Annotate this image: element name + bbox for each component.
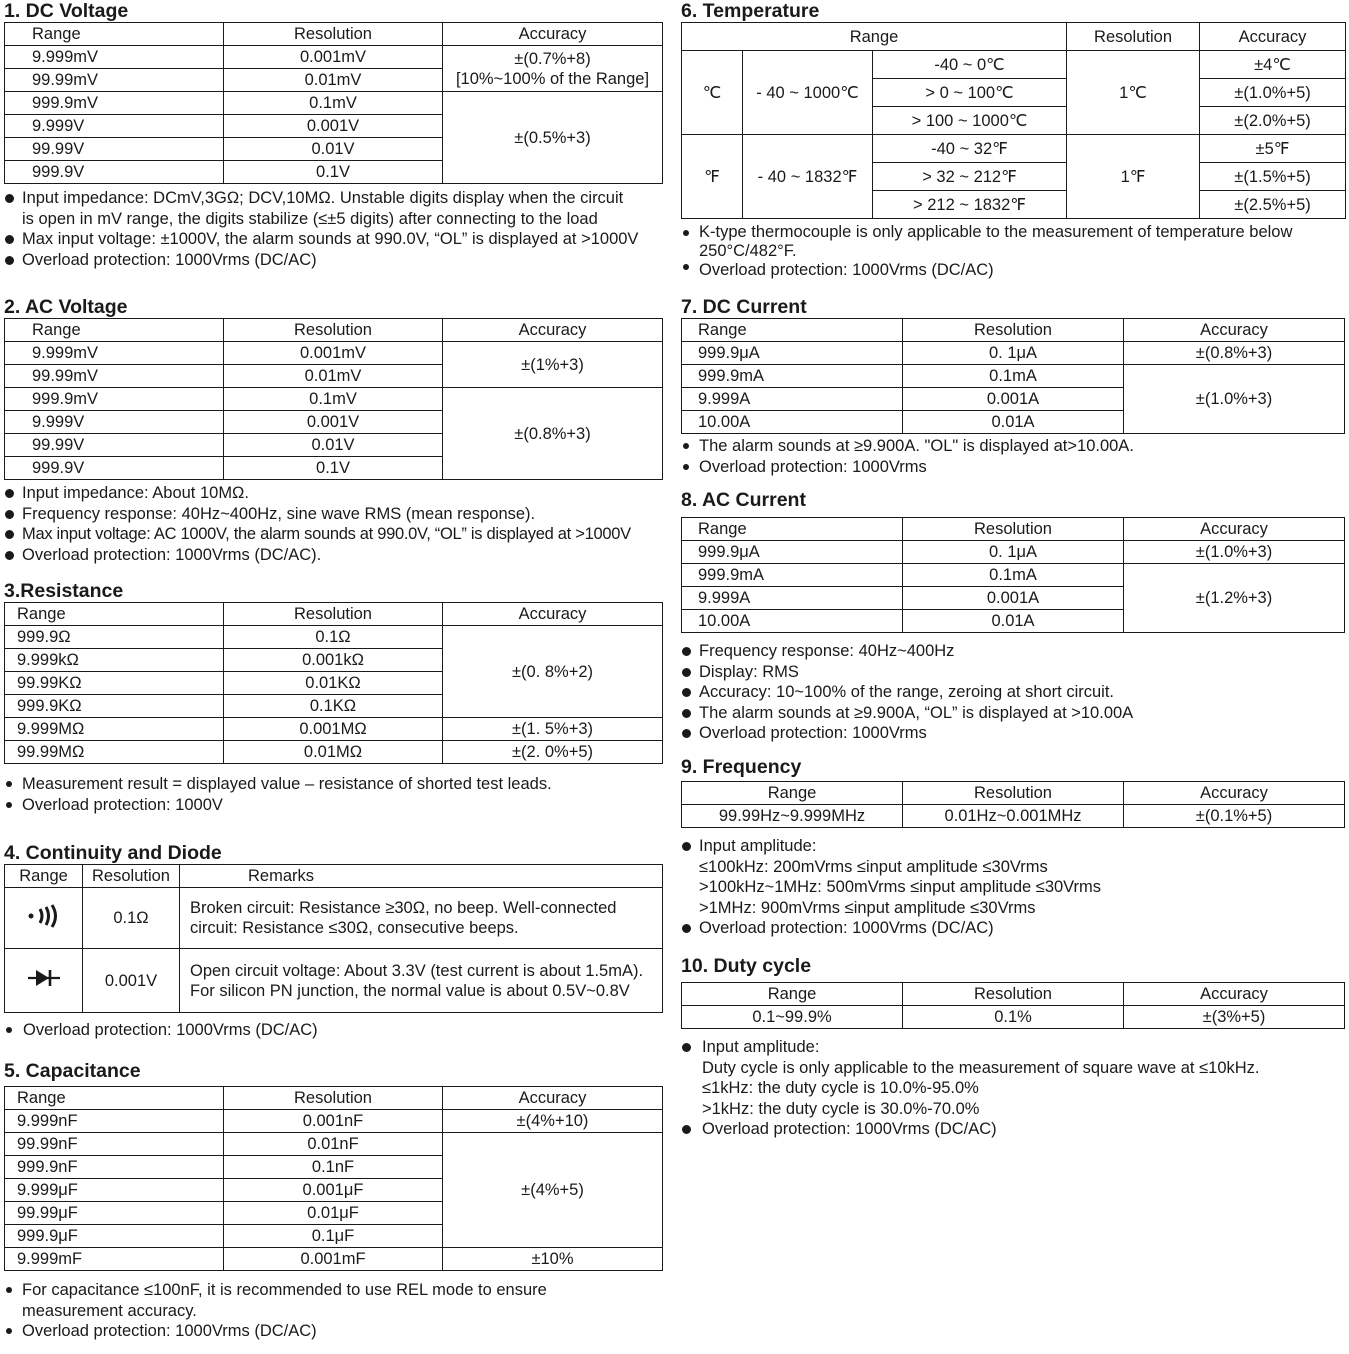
accuracy-cell: ±(4%+5) — [443, 1133, 663, 1248]
range-cell: 9.999MΩ — [5, 718, 224, 741]
header-resolution: Resolution — [224, 319, 443, 342]
note-continuation: Duty cycle is only applicable to the measurement of square wave at ≤10kHz. — [702, 1058, 1260, 1077]
resolution-cell: 0.1mV — [224, 92, 443, 115]
dc-voltage-table — [4, 22, 663, 184]
unit-cell: ℃ — [682, 51, 743, 135]
span-cell: - 40 ~ 1832℉ — [743, 135, 873, 219]
table-header-row — [682, 983, 1345, 1006]
note: Frequency response: 40Hz~400Hz — [681, 641, 1345, 662]
resolution-cell: 1℉ — [1067, 135, 1200, 219]
range-cell: > 32 ~ 212℉ — [873, 163, 1067, 191]
range-cell: 999.9Ω — [5, 626, 224, 649]
header-range: Range — [682, 319, 903, 342]
continuity-table — [4, 864, 663, 1013]
table-header-row — [5, 319, 663, 342]
table-row — [5, 388, 663, 411]
note: Overload protection: 1000Vrms (DC/AC) — [4, 250, 663, 271]
note: Frequency response: 40Hz~400Hz, sine wave RMS (mean response). — [4, 504, 663, 525]
table-header-row — [5, 603, 663, 626]
capacitance-section — [4, 1060, 663, 1342]
note: Display: RMS — [681, 662, 1345, 683]
table-header-row — [682, 518, 1345, 541]
accuracy-cell: ±(0.8%+3) — [443, 388, 663, 480]
range-cell: 999.9mV — [5, 92, 224, 115]
header-resolution: Resolution — [224, 603, 443, 626]
note: Accuracy: 10~100% of the range, zeroing at short circuit. — [681, 682, 1345, 703]
range-cell: 9.999mV — [5, 342, 224, 365]
accuracy-cell: ±(0.5%+3) — [443, 92, 663, 184]
range-cell: -40 ~ 0℃ — [873, 51, 1067, 79]
bullet-icon — [6, 781, 12, 787]
range-cell: 99.99nF — [5, 1133, 224, 1156]
table-row — [5, 1133, 663, 1156]
capacitance-table — [4, 1086, 663, 1271]
header-range: Range — [682, 983, 903, 1006]
resistance-section — [4, 580, 663, 815]
range-cell: 9.999V — [5, 411, 224, 434]
note: Overload protection: 1000Vrms (DC/AC) — [681, 261, 1346, 280]
accuracy-cell: ±(1%+3) — [443, 342, 663, 388]
range-cell: 9.999kΩ — [5, 649, 224, 672]
table-row — [5, 741, 663, 764]
table-row — [5, 1110, 663, 1133]
dc-voltage-section — [4, 0, 663, 270]
header-resolution: Resolution — [224, 23, 443, 46]
accuracy-cell: ±(0.1%+5) — [1124, 805, 1345, 828]
ac-current-table — [681, 517, 1345, 633]
range-cell: > 100 ~ 1000℃ — [873, 107, 1067, 135]
resolution-cell: 0.001mV — [224, 46, 443, 69]
table-row — [682, 135, 1346, 163]
duty-cycle-section — [681, 955, 1345, 1140]
resolution-cell: 0.1Ω — [224, 626, 443, 649]
range-cell: 10.00A — [682, 411, 903, 434]
bullet-icon — [5, 489, 14, 498]
resolution-cell: 0.1μF — [224, 1225, 443, 1248]
header-resolution: Resolution — [903, 518, 1124, 541]
resolution-cell: 0.1mV — [224, 388, 443, 411]
resolution-cell: 0.01Hz~0.001MHz — [903, 805, 1124, 828]
ac-current-section — [681, 489, 1345, 744]
dc-current-section — [681, 296, 1345, 477]
range-cell: 99.99KΩ — [5, 672, 224, 695]
resolution-cell: 0.1Ω — [83, 888, 180, 949]
note: Measurement result = displayed value – resistance of shorted test leads. — [4, 774, 663, 795]
section-title: 6. Temperature — [681, 0, 820, 22]
accuracy-cell: ±(0. 8%+2) — [443, 626, 663, 718]
notes-list — [4, 1020, 663, 1041]
resolution-cell: 0.1KΩ — [224, 695, 443, 718]
range-cell: 10.00A — [682, 610, 903, 633]
resolution-cell: 0.001kΩ — [224, 649, 443, 672]
bullet-icon — [682, 1043, 691, 1052]
range-cell: 99.99V — [5, 434, 224, 457]
note: Max input voltage: ±1000V, the alarm sounds at 990.0V, “OL” is displayed at >1000V — [4, 229, 663, 250]
accuracy-cell: ±(1. 5%+3) — [443, 718, 663, 741]
header-accuracy: Accuracy — [1124, 983, 1345, 1006]
resolution-cell: 0.01A — [903, 610, 1124, 633]
accuracy-cell: ±(2.5%+5) — [1200, 191, 1346, 219]
temperature-table — [681, 22, 1346, 219]
bullet-icon — [683, 230, 689, 236]
range-cell: 9.999mV — [5, 46, 224, 69]
bullet-icon — [5, 510, 14, 519]
resolution-cell: 0.01μF — [224, 1202, 443, 1225]
resolution-cell: 0.001mV — [224, 342, 443, 365]
ac-voltage-section — [4, 296, 663, 565]
accuracy-cell: ±(3%+5) — [1124, 1006, 1345, 1029]
header-range: Range — [5, 23, 224, 46]
bullet-icon — [6, 1287, 12, 1293]
note-continuation: ≤100kHz: 200mVrms ≤input amplitude ≤30Vrms — [699, 857, 1048, 876]
bullet-icon — [682, 842, 691, 851]
header-accuracy: Accuracy — [1200, 23, 1346, 51]
bullet-icon — [6, 1328, 12, 1334]
note: For capacitance ≤100nF, it is recommended to use REL mode to ensure — [4, 1280, 663, 1301]
note: Overload protection: 1000Vrms (DC/AC) — [4, 1020, 663, 1041]
range-cell: 99.99mV — [5, 365, 224, 388]
notes-list — [681, 836, 1345, 939]
table-row — [682, 541, 1345, 564]
range-cell: 9.999nF — [5, 1110, 224, 1133]
range-cell: 9.999A — [682, 587, 903, 610]
section-title: 1. DC Voltage — [4, 0, 129, 22]
note-continuation: >1MHz: 900mVrms ≤input amplitude ≤30Vrms — [699, 898, 1036, 917]
note: Overload protection: 1000V — [4, 795, 663, 816]
table-row — [5, 949, 663, 1013]
resolution-cell: 0.01V — [224, 138, 443, 161]
section-title: 10. Duty cycle — [681, 955, 812, 977]
range-cell: -40 ~ 32℉ — [873, 135, 1067, 163]
range-cell: 999.9V — [5, 457, 224, 480]
header-accuracy: Accuracy — [443, 603, 663, 626]
resolution-cell: 0. 1μA — [903, 342, 1124, 365]
resolution-cell: 0.01MΩ — [224, 741, 443, 764]
range-cell: 99.99MΩ — [5, 741, 224, 764]
range-cell: 999.9mV — [5, 388, 224, 411]
bullet-icon — [5, 551, 14, 560]
range-cell: 9.999mF — [5, 1248, 224, 1271]
resolution-cell: 0.001MΩ — [224, 718, 443, 741]
section-title: 2. AC Voltage — [4, 296, 128, 318]
diode-icon-cell — [5, 949, 83, 1013]
table-row — [5, 626, 663, 649]
accuracy-cell: ±(0.8%+3) — [1124, 342, 1345, 365]
resolution-cell: 0.01V — [224, 434, 443, 457]
range-cell: > 0 ~ 100℃ — [873, 79, 1067, 107]
resolution-cell: 0.01nF — [224, 1133, 443, 1156]
table-row — [5, 718, 663, 741]
range-cell: 999.9KΩ — [5, 695, 224, 718]
note: Max input voltage: AC 1000V, the alarm sounds at 990.0V, “OL” is displayed at >1000V — [4, 524, 663, 545]
table-header-row — [682, 319, 1345, 342]
header-accuracy: Accuracy — [443, 319, 663, 342]
bullet-icon — [682, 924, 691, 933]
note: Input impedance: About 10MΩ. — [4, 483, 663, 504]
bullet-icon — [683, 443, 689, 449]
continuity-section — [4, 842, 663, 1041]
table-header-row — [5, 865, 663, 888]
table-row — [5, 92, 663, 115]
bullet-icon — [5, 256, 14, 265]
resolution-cell: 0.001V — [224, 411, 443, 434]
range-cell: 99.99Hz~9.999MHz — [682, 805, 903, 828]
accuracy-line: ±(0.7%+8) — [514, 49, 591, 68]
header-resolution: Resolution — [903, 983, 1124, 1006]
resolution-cell: 0.1mA — [903, 564, 1124, 587]
section-title: 5. Capacitance — [4, 1060, 141, 1082]
bullet-icon — [682, 688, 691, 697]
accuracy-cell: ±(1.0%+5) — [1200, 79, 1346, 107]
notes-list — [4, 774, 663, 815]
resolution-cell: 0.001A — [903, 587, 1124, 610]
range-cell: 9.999V — [5, 115, 224, 138]
header-accuracy: Accuracy — [1124, 518, 1345, 541]
note-continuation: >1kHz: the duty cycle is 30.0%-70.0% — [702, 1099, 980, 1118]
bullet-icon — [682, 647, 691, 656]
header-resolution: Resolution — [1067, 23, 1200, 51]
note: Overload protection: 1000Vrms (DC/AC) — [681, 1119, 1345, 1140]
note-continuation: 250°C/482°F. — [699, 242, 797, 260]
remarks-cell: Broken circuit: Resistance ≥30Ω, no beep. Well-connected circuit: Resistance ≤30Ω, consecutive beeps. — [180, 888, 663, 949]
header-remarks: Remarks — [180, 865, 663, 888]
section-title: 9. Frequency — [681, 756, 802, 778]
header-range: Range — [682, 518, 903, 541]
table-row — [682, 365, 1345, 388]
bullet-icon — [682, 668, 691, 677]
resolution-cell: 0.001V — [83, 949, 180, 1013]
header-range: Range — [5, 1087, 224, 1110]
dc-current-table — [681, 318, 1345, 434]
frequency-section — [681, 756, 1345, 939]
resolution-cell: 0.001V — [224, 115, 443, 138]
bullet-icon — [682, 709, 691, 718]
note: Overload protection: 1000Vrms (DC/AC). — [4, 545, 663, 566]
bullet-icon — [5, 235, 14, 244]
range-cell: 99.99mV — [5, 69, 224, 92]
remarks-cell: Open circuit voltage: About 3.3V (test current is about 1.5mA). For silicon PN junction, the normal value is about 0.5V~0.8V — [180, 949, 663, 1013]
temperature-section — [681, 0, 1346, 280]
table-row — [682, 342, 1345, 365]
note-continuation: >100kHz~1MHz: 500mVrms ≤input amplitude ≤30Vrms — [699, 878, 1102, 896]
notes-list — [681, 223, 1346, 280]
bullet-icon — [6, 1027, 12, 1033]
header-accuracy: Accuracy — [1124, 782, 1345, 805]
note: Input impedance: DCmV,3GΩ; DCV,10MΩ. Unstable digits display when the circuit — [4, 188, 663, 209]
range-cell: 999.9μA — [682, 541, 903, 564]
accuracy-line: [10%~100% of the Range] — [455, 69, 650, 88]
resolution-cell: 0.001A — [903, 388, 1124, 411]
note-continuation: measurement accuracy. — [22, 1301, 197, 1320]
note: Overload protection: 1000Vrms (DC/AC) — [4, 1321, 663, 1342]
range-cell: 999.9nF — [5, 1156, 224, 1179]
note: Input amplitude: — [681, 836, 1345, 857]
resolution-cell: 1℃ — [1067, 51, 1200, 135]
resolution-cell: 0.1V — [224, 457, 443, 480]
table-row — [682, 1006, 1345, 1029]
bullet-icon — [5, 530, 14, 539]
range-cell: 0.1~99.9% — [682, 1006, 903, 1029]
span-cell: - 40 ~ 1000℃ — [743, 51, 873, 135]
unit-cell: ℉ — [682, 135, 743, 219]
resolution-cell: 0.001μF — [224, 1179, 443, 1202]
note: The alarm sounds at ≥9.900A. "OL" is displayed at>10.00A. — [681, 436, 1345, 457]
header-resolution: Resolution — [224, 1087, 443, 1110]
accuracy-cell — [443, 46, 663, 92]
table-row — [682, 51, 1346, 79]
note: Overload protection: 1000Vrms — [681, 723, 1345, 744]
header-resolution: Resolution — [903, 782, 1124, 805]
header-accuracy: Accuracy — [443, 23, 663, 46]
range-cell: 999.9mA — [682, 365, 903, 388]
header-accuracy: Accuracy — [1124, 319, 1345, 342]
notes-list — [681, 641, 1345, 744]
table-row — [682, 564, 1345, 587]
table-row — [682, 805, 1345, 828]
duty-cycle-table — [681, 982, 1345, 1029]
bullet-icon — [683, 464, 689, 470]
notes-list — [4, 1280, 663, 1342]
range-cell: 99.99V — [5, 138, 224, 161]
note: Overload protection: 1000Vrms — [681, 457, 1345, 478]
range-cell: 99.99μF — [5, 1202, 224, 1225]
note: K-type thermocouple is only applicable to the measurement of temperature below — [681, 223, 1346, 242]
bullet-icon — [5, 194, 14, 203]
resistance-table — [4, 602, 663, 764]
header-range: Range — [682, 782, 903, 805]
table-row — [5, 888, 663, 949]
range-cell: 9.999A — [682, 388, 903, 411]
accuracy-cell: ±(1.5%+5) — [1200, 163, 1346, 191]
accuracy-cell: ±(2.0%+5) — [1200, 107, 1346, 135]
notes-list — [4, 188, 663, 270]
note-continuation: is open in mV range, the digits stabilize (≤±5 digits) after connecting to the load — [22, 209, 598, 228]
range-cell: 999.9μF — [5, 1225, 224, 1248]
resolution-cell: 0.1nF — [224, 1156, 443, 1179]
accuracy-cell: ±(1.0%+3) — [1124, 365, 1345, 434]
notes-list — [681, 1037, 1345, 1140]
accuracy-cell: ±(1.0%+3) — [1124, 541, 1345, 564]
continuity-beep-icon — [26, 904, 62, 928]
resolution-cell: 0.1V — [224, 161, 443, 184]
header-range: Range — [5, 865, 83, 888]
accuracy-cell: ±(4%+10) — [443, 1110, 663, 1133]
table-row — [5, 1248, 663, 1271]
header-range: Range — [682, 23, 1067, 51]
ac-voltage-table — [4, 318, 663, 480]
notes-list — [681, 436, 1345, 477]
resolution-cell: 0.01KΩ — [224, 672, 443, 695]
resolution-cell: 0.1% — [903, 1006, 1124, 1029]
resolution-cell: 0.001mF — [224, 1248, 443, 1271]
note-continuation: ≤1kHz: the duty cycle is 10.0%-95.0% — [702, 1079, 979, 1097]
note: The alarm sounds at ≥9.900A, “OL” is displayed at >10.00A — [681, 703, 1345, 724]
frequency-table — [681, 781, 1345, 828]
table-header-row — [5, 1087, 663, 1110]
table-row — [5, 342, 663, 365]
range-cell: 9.999μF — [5, 1179, 224, 1202]
bullet-icon — [682, 1125, 691, 1134]
range-cell: > 212 ~ 1832℉ — [873, 191, 1067, 219]
continuity-icon-cell — [5, 888, 83, 949]
table-header-row — [5, 23, 663, 46]
accuracy-cell: ±10% — [443, 1248, 663, 1271]
range-cell: 999.9mA — [682, 564, 903, 587]
table-header-row — [682, 782, 1345, 805]
table-row — [5, 46, 663, 69]
accuracy-cell: ±(2. 0%+5) — [443, 741, 663, 764]
bullet-icon — [6, 802, 12, 808]
resolution-cell: 0.001nF — [224, 1110, 443, 1133]
range-cell: 999.9μA — [682, 342, 903, 365]
note: Overload protection: 1000Vrms (DC/AC) — [681, 918, 1345, 939]
resolution-cell: 0.01mV — [224, 69, 443, 92]
header-resolution: Resolution — [83, 865, 180, 888]
bullet-icon — [683, 264, 689, 270]
section-title: 7. DC Current — [681, 296, 807, 318]
range-cell: 999.9V — [5, 161, 224, 184]
section-title: 3.Resistance — [4, 580, 124, 602]
diode-icon — [27, 967, 61, 989]
header-accuracy: Accuracy — [443, 1087, 663, 1110]
resolution-cell: 0.01A — [903, 411, 1124, 434]
resolution-cell: 0.1mA — [903, 365, 1124, 388]
header-range: Range — [5, 319, 224, 342]
table-header-row — [682, 23, 1346, 51]
header-resolution: Resolution — [903, 319, 1124, 342]
accuracy-cell: ±4℃ — [1200, 51, 1346, 79]
resolution-cell: 0.01mV — [224, 365, 443, 388]
section-title: 4. Continuity and Diode — [4, 842, 222, 864]
bullet-icon — [682, 729, 691, 738]
note: Input amplitude: — [681, 1037, 1345, 1058]
accuracy-cell: ±(1.2%+3) — [1124, 564, 1345, 633]
accuracy-cell: ±5℉ — [1200, 135, 1346, 163]
header-range: Range — [5, 603, 224, 626]
section-title: 8. AC Current — [681, 489, 806, 511]
notes-list — [4, 483, 663, 565]
resolution-cell: 0. 1μA — [903, 541, 1124, 564]
